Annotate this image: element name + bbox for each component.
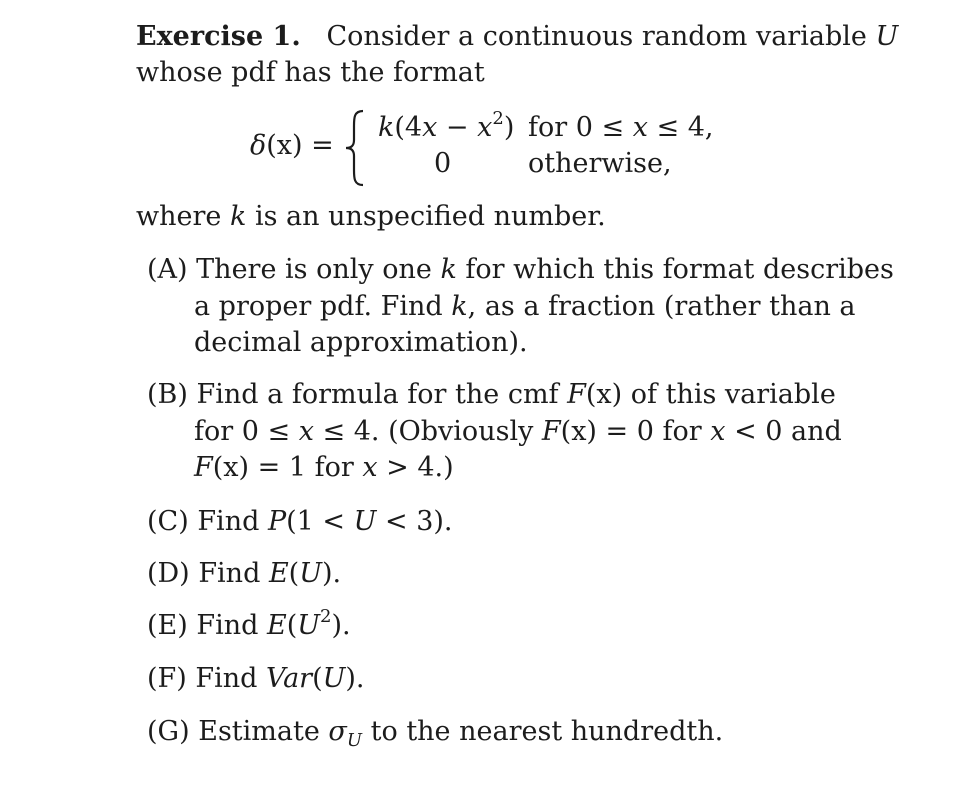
part-b-line-3: F(x) = 1 for x > 4.) — [194, 452, 454, 483]
left-brace-icon — [343, 108, 369, 188]
exercise-intro-line-2 — [136, 55, 485, 91]
exercise-intro-line-1 — [136, 19, 898, 55]
part-a-line-3: decimal approximation). — [194, 327, 528, 358]
part-f-label: (F) — [147, 663, 187, 694]
equals-sign: = — [311, 130, 334, 161]
pdf-equation — [250, 106, 730, 186]
part-b-label: (B) — [147, 379, 188, 410]
case-1-condition: for 0 ≤ x ≤ 4, — [528, 112, 714, 143]
intro-text: Consider a continuous random variable — [326, 21, 867, 52]
part-a-line-2: a proper pdf. Find k, as a fraction (rather than a — [194, 291, 856, 322]
part-f: (F) Find Var(U). — [147, 663, 365, 694]
case-2-value: 0 — [434, 148, 452, 179]
part-d-label: (D) — [147, 558, 190, 589]
part-a-label: (A) — [147, 254, 188, 285]
part-e: (E) Find $E(U^2)$. — [147, 606, 351, 641]
part-e-label: (E) — [147, 610, 188, 641]
random-variable-symbol: U — [875, 21, 899, 52]
intro-text-2: whose pdf has the format — [136, 57, 485, 88]
exercise-heading: Exercise 1. — [136, 21, 301, 52]
part-b-line-1: (B) Find a formula for the cmf F(x) of this variable — [147, 379, 836, 410]
part-a-line-1: (A) There is only one k for which this format describes — [147, 254, 894, 285]
part-d: (D) Find E(U). — [147, 558, 342, 589]
case-2-condition: otherwise, — [528, 148, 672, 179]
part-g: (G) Estimate $\sigma_U$ to the nearest hundredth. — [147, 716, 724, 751]
pdf-lhs: δ(x) = — [250, 130, 334, 161]
where-line: where k is an unspecified number. — [136, 201, 606, 232]
part-c-label: (C) — [147, 506, 189, 537]
case-1-expression: $k(4x - x^2)$ — [378, 108, 515, 143]
part-b-line-2: for 0 ≤ x ≤ 4. (Obviously F(x) = 0 for x < 0 and — [194, 416, 842, 447]
part-g-label: (G) — [147, 716, 190, 747]
part-c: (C) Find P(1 < U < 3). — [147, 506, 453, 537]
